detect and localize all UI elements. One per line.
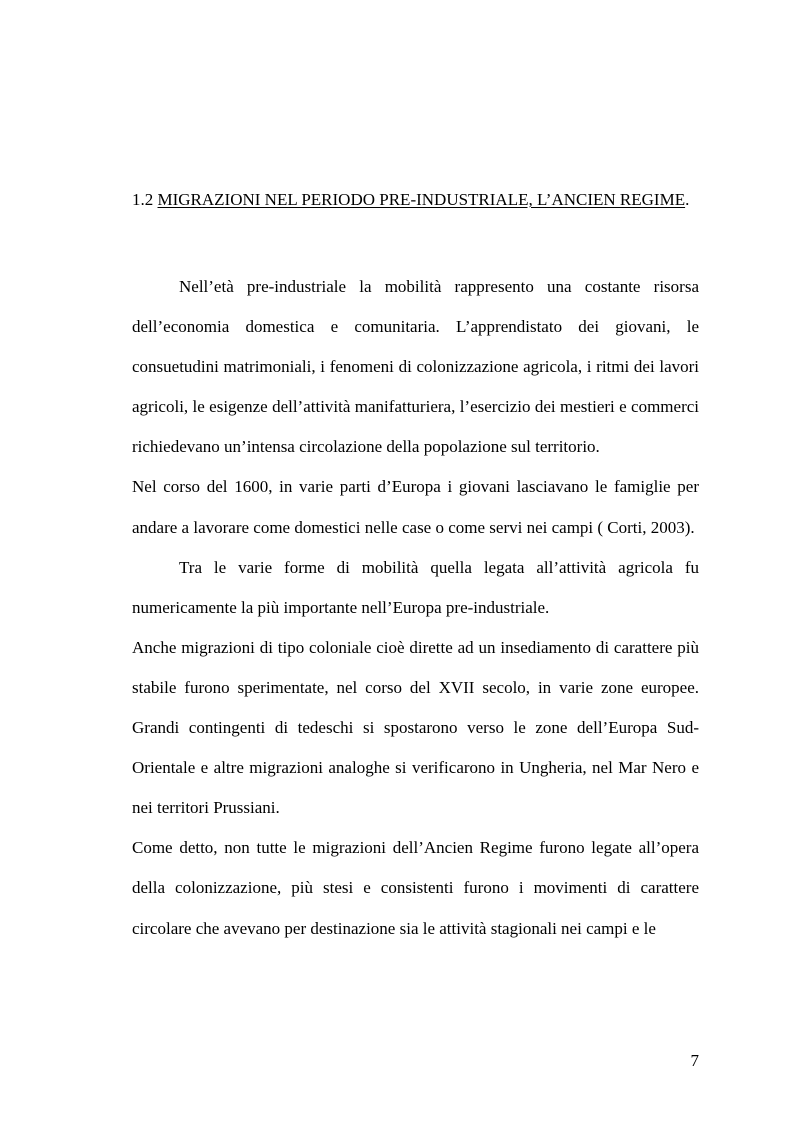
section-title: MIGRAZIONI NEL PERIODO PRE-INDUSTRIALE, L’ANCIEN REGIME (157, 190, 686, 209)
paragraph: Come detto, non tutte le migrazioni dell’Ancien Regime furono legate all’opera della colonizzazione, più stesi e consistenti furono i movimenti di carattere circolare che avevano per destinazione sia le attività stagionali nei campi e le (132, 838, 699, 938)
paragraph: Nell’età pre-industriale la mobilità rappresento una costante risorsa dell’economia domestica e comunitaria. L’apprendistato dei giovani, le consuetudini matrimoniali, i fenomeni di colonizzazione agricola, i ritmi dei lavori agricoli, le esigenze dell’attività manifatturiera, l’esercizio dei mestieri e commerci richiedevano un’intensa circolazione della popolazione sul territorio. (132, 277, 699, 457)
body-text (132, 267, 699, 949)
section-title-period: . (685, 190, 690, 209)
paragraph: Anche migrazioni di tipo coloniale cioè dirette ad un insediamento di carattere più stabile furono sperimentate, nel corso del XVII secolo, in varie zone europee. Grandi contingenti di tedeschi si spostarono verso le zone dell’Europa Sud-Orientale e altre migrazioni analoghe si verificarono in Ungheria, nel Mar Nero e nei territori Prussiani. (132, 637, 699, 818)
section-number: 1.2 (132, 190, 154, 209)
paragraph: Nel corso del 1600, in varie parti d’Europa i giovani lasciavano le famiglie per andare a lavorare come domestici nelle case o come servi nei campi ( Corti, 2003). (132, 477, 699, 537)
paragraph: Tra le varie forme di mobilità quella legata all’attività agricola fu numericamente la più importante nell’Europa pre-industriale. (132, 557, 699, 617)
section-heading (132, 189, 712, 211)
page-number: 7 (690, 1051, 699, 1070)
